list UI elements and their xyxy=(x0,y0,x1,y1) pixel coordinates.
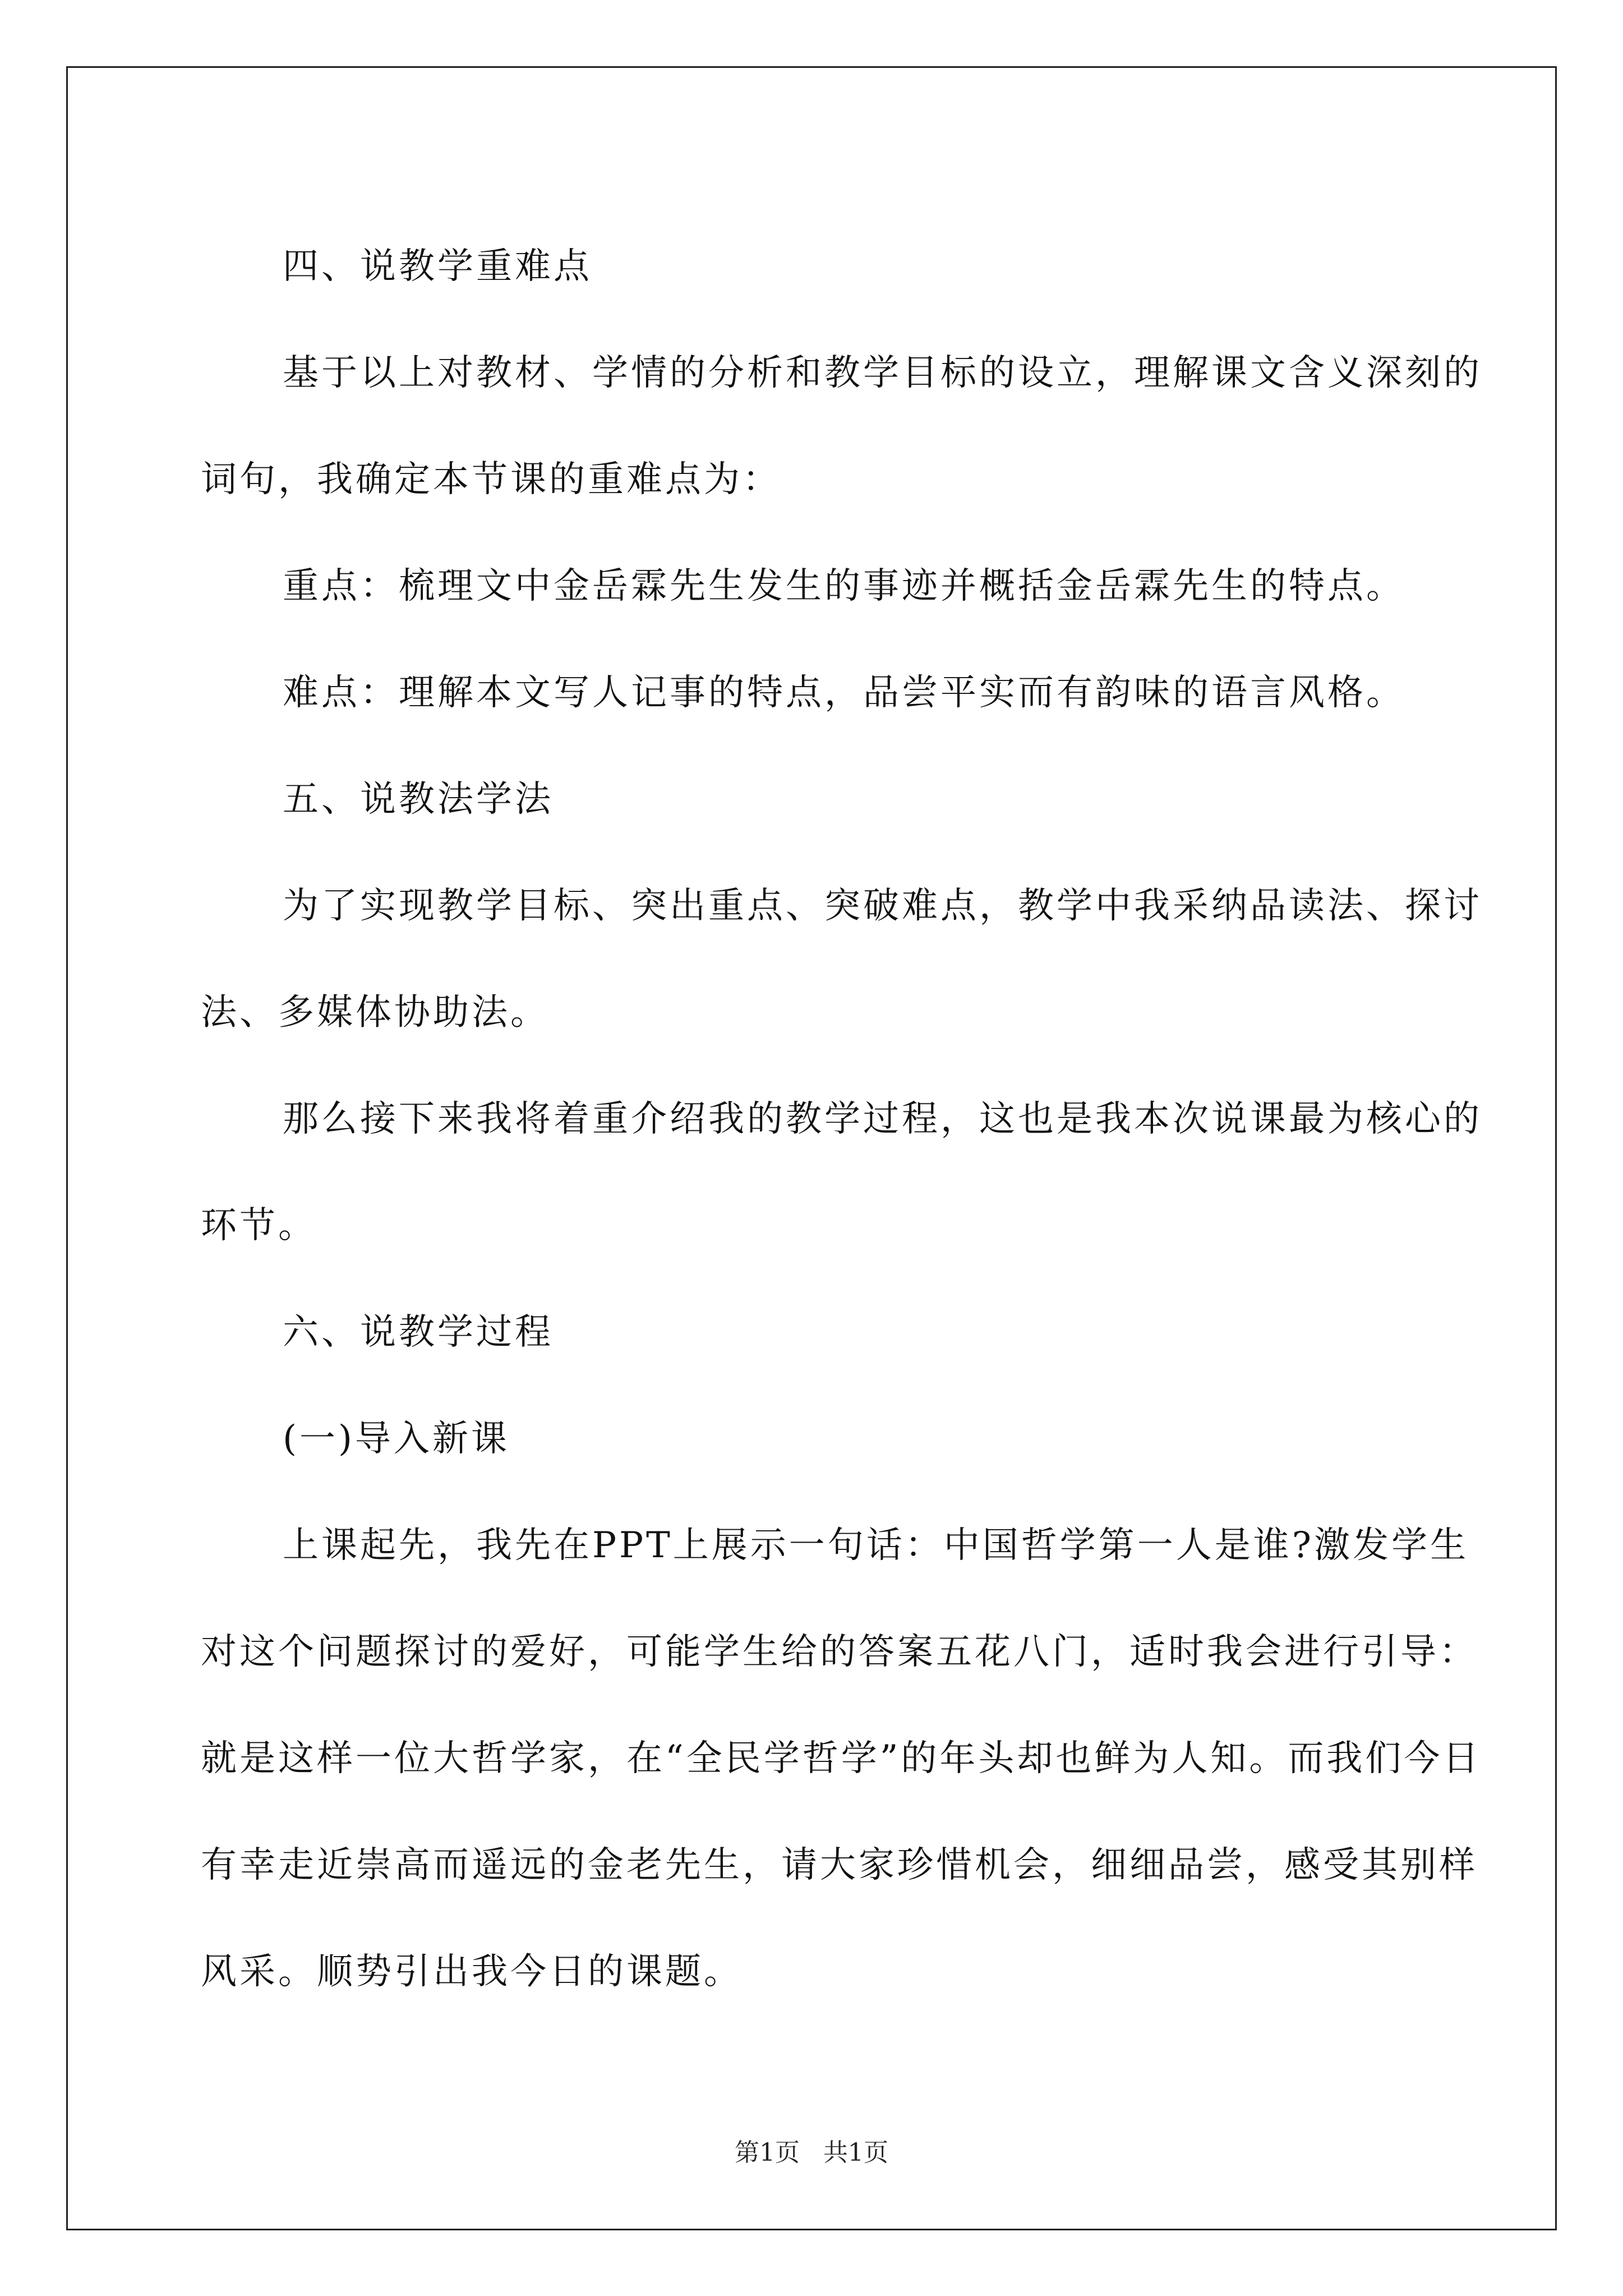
document-body xyxy=(201,213,1485,2025)
body-paragraph: 基于以上对教材、学情的分析和教学目标的设立，理解课文含义深刻的词句，我确定本节课的重难点为： xyxy=(201,352,1482,500)
body-paragraph: 为了实现教学目标、突出重点、突破难点，教学中我采纳品读法、探讨法、多媒体协助法。 xyxy=(201,885,1482,1033)
section-heading-5: 五、说教法学法 xyxy=(283,779,554,820)
key-point-paragraph: 重点：梳理文中金岳霖先生发生的事迹并概括金岳霖先生的特点。 xyxy=(283,565,1405,607)
page-footer xyxy=(0,2136,1623,2170)
section-heading-4: 四、说教学重难点 xyxy=(283,246,592,287)
body-paragraph: 那么接下来我将着重介绍我的教学过程，这也是我本次说课最为核心的环节。 xyxy=(201,1098,1482,1246)
subsection-heading: (一)导入新课 xyxy=(283,1418,510,1460)
page-number: 第1页 xyxy=(735,2138,800,2167)
page-total: 共1页 xyxy=(823,2138,888,2167)
difficult-point-paragraph: 难点：理解本文写人记事的特点，品尝平实而有韵味的语言风格。 xyxy=(283,672,1405,714)
body-paragraph: 上课起先，我先在PPT上展示一句话：中国哲学第一人是谁?激发学生对这个问题探讨的爱好，可能学生给的答案五花八门，适时我会进行引导：就是这样一位大哲学家，在“全民学哲学”的年头却也鲜为人知。而我们今日有幸走近崇高而遥远的金老先生，请大家珍惜机会，细细品尝，感受其别样风采。顺势引出我今日的课题。 xyxy=(201,1525,1482,1993)
section-heading-6: 六、说教学过程 xyxy=(283,1312,554,1353)
